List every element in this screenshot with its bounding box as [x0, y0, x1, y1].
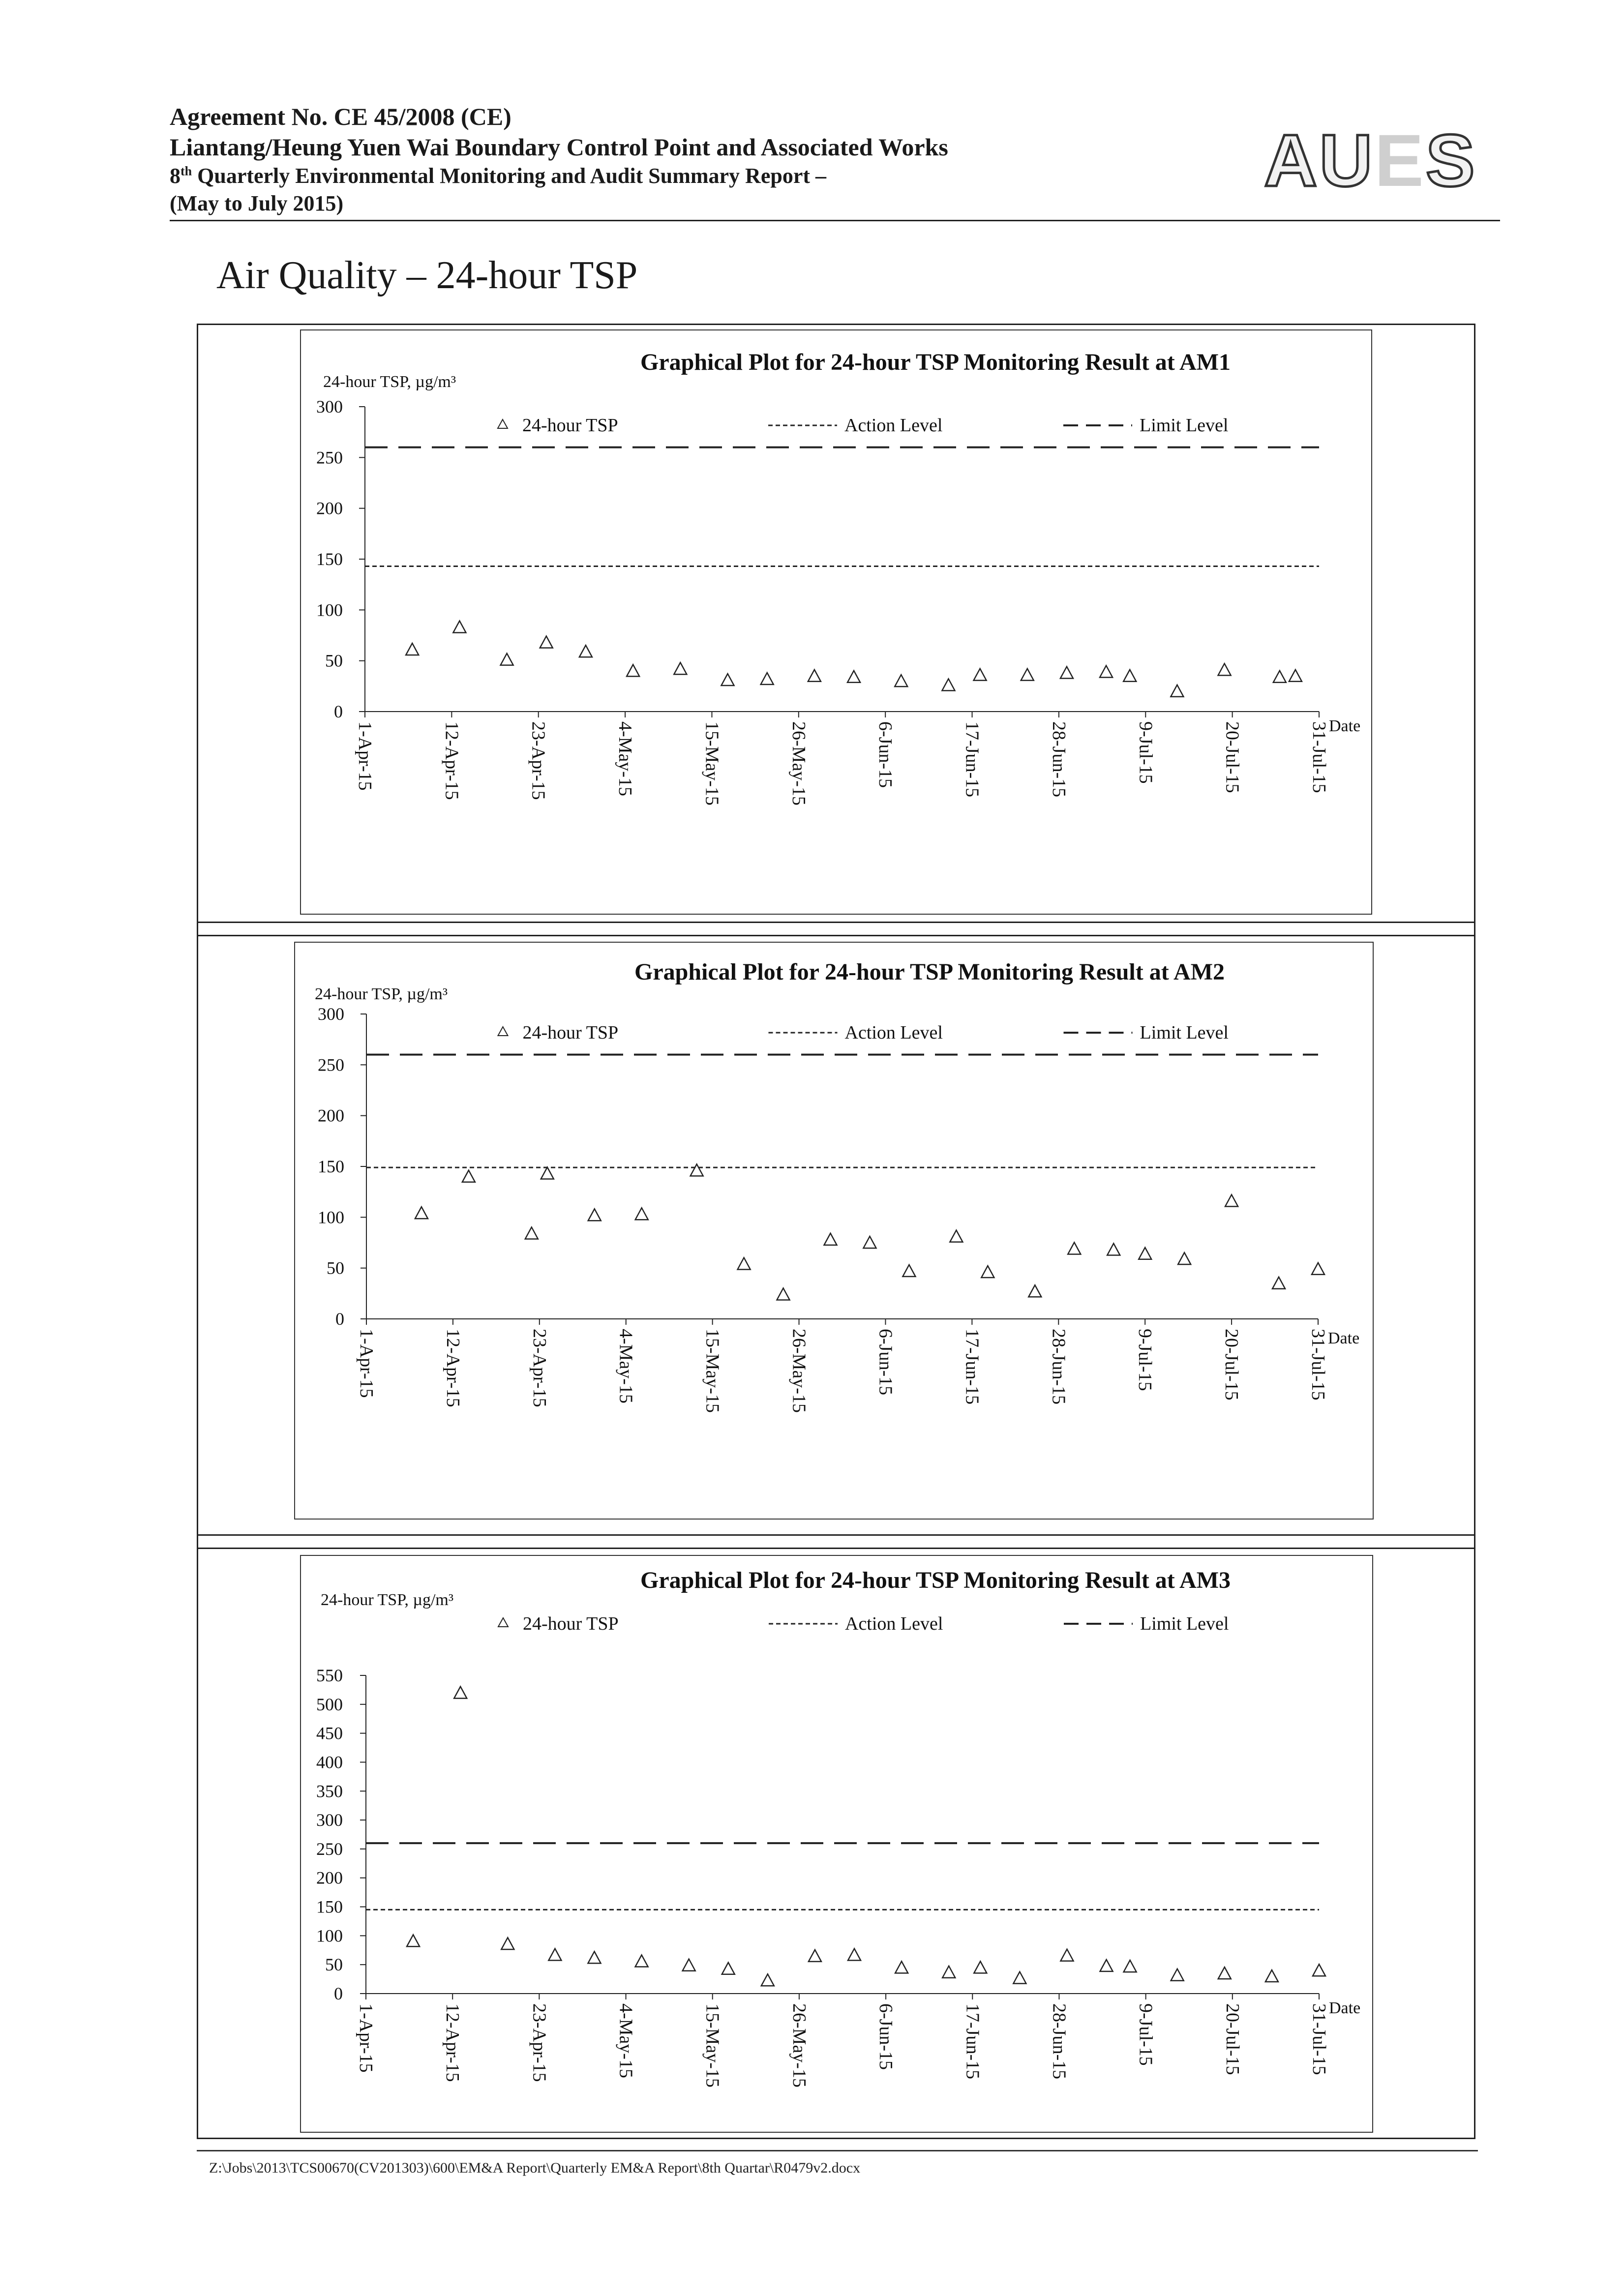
y-tick-label: 100: [316, 600, 343, 620]
x-tick-label: 17-Jun-15: [962, 721, 983, 798]
y-tick-label: 0: [335, 1309, 344, 1329]
data-point: [950, 1230, 962, 1242]
data-point: [691, 1164, 703, 1176]
data-point: [1060, 667, 1073, 679]
data-point: [454, 1687, 467, 1699]
x-tick-label: 9-Jul-15: [1135, 1329, 1156, 1391]
data-point: [974, 669, 987, 681]
x-tick-label: 6-Jun-15: [875, 2003, 897, 2070]
data-point: [588, 1951, 601, 1963]
y-tick-label: 100: [318, 1207, 344, 1227]
data-point: [1218, 663, 1231, 675]
logo-text-e: E: [1374, 119, 1426, 202]
legend-label: Limit Level: [1140, 415, 1229, 436]
report-ordinal-suffix: th: [180, 164, 192, 179]
report-period: (May to July 2015): [170, 191, 344, 215]
data-point: [1139, 1248, 1151, 1259]
data-point: [1107, 1244, 1120, 1255]
legend-label: 24-hour TSP: [522, 1022, 619, 1043]
legend-label: 24-hour TSP: [523, 1613, 619, 1634]
data-point: [1265, 1970, 1278, 1982]
data-point: [406, 643, 419, 655]
data-point: [1123, 670, 1136, 682]
data-point: [1171, 1969, 1184, 1981]
data-point: [809, 1950, 821, 1962]
data-point: [548, 1949, 561, 1961]
chart-title: Graphical Plot for 24-hour TSP Monitoring Result at AM3: [640, 1567, 1231, 1593]
data-point: [738, 1257, 751, 1269]
y-tick-label: 150: [316, 1897, 343, 1917]
legend-label: Limit Level: [1140, 1022, 1229, 1043]
x-axis-label: Date: [1329, 1999, 1361, 2017]
data-point: [1028, 1285, 1041, 1297]
data-point: [683, 1959, 695, 1971]
x-tick-label: 9-Jul-15: [1135, 721, 1156, 784]
data-point: [1100, 1960, 1113, 1971]
legend-label: Action Level: [844, 415, 943, 436]
data-point: [1289, 670, 1302, 682]
footer-divider: [197, 2150, 1478, 2151]
data-point: [722, 1963, 735, 1974]
x-tick-label: 17-Jun-15: [962, 1329, 983, 1405]
y-tick-label: 200: [318, 1105, 344, 1126]
data-point: [540, 636, 553, 648]
data-point: [453, 621, 466, 633]
data-point: [895, 675, 907, 686]
data-point: [1218, 1967, 1231, 1979]
data-point: [761, 673, 774, 685]
legend-marker-triangle: [498, 1618, 508, 1627]
data-point: [1100, 665, 1113, 677]
logo-text-s: S: [1425, 119, 1477, 202]
x-tick-label: 23-Apr-15: [529, 1329, 550, 1407]
legend-label: Action Level: [845, 1613, 943, 1634]
x-tick-label: 1-Apr-15: [356, 1329, 377, 1398]
x-tick-label: 23-Apr-15: [529, 2003, 550, 2082]
data-point: [1178, 1252, 1191, 1264]
x-tick-label: 20-Jul-15: [1221, 1329, 1242, 1401]
data-point: [635, 1208, 648, 1220]
footer-file-path: Z:\Jobs\2013\TCS00670(CV201303)\600\EM&A Report\Quarterly EM&A Report\8th Quartar\R0479v2.docx: [209, 2160, 861, 2176]
y-tick-label: 200: [316, 1868, 343, 1888]
chart-title: Graphical Plot for 24-hour TSP Monitoring Result at AM2: [634, 959, 1225, 985]
y-tick-label: 150: [318, 1157, 344, 1176]
y-tick-label: 100: [316, 1926, 343, 1946]
data-point: [1068, 1242, 1081, 1254]
x-tick-label: 17-Jun-15: [962, 2003, 983, 2080]
x-tick-label: 1-Apr-15: [355, 721, 375, 791]
x-tick-label: 9-Jul-15: [1135, 2003, 1156, 2066]
data-point: [863, 1236, 876, 1248]
y-tick-label: 150: [316, 549, 343, 569]
table-row-separator: [197, 1534, 1475, 1549]
x-tick-label: 26-May-15: [788, 1329, 810, 1413]
aues-logo: [1264, 118, 1477, 203]
data-point: [761, 1974, 774, 1986]
chart-am3: [301, 1556, 1374, 2134]
data-point: [824, 1233, 837, 1245]
data-point: [848, 1949, 861, 1961]
chart-frame-am3: [300, 1555, 1373, 2133]
x-tick-label: 20-Jul-15: [1222, 721, 1243, 793]
legend-label: Action Level: [844, 1022, 943, 1043]
report-title-rest: Quarterly Environmental Monitoring and Audit Summary Report –: [192, 164, 827, 188]
x-tick-label: 31-Jul-15: [1308, 1329, 1328, 1401]
data-point: [808, 670, 821, 682]
y-tick-label: 50: [325, 1955, 343, 1975]
data-point: [1273, 671, 1286, 683]
x-tick-label: 15-May-15: [702, 2003, 723, 2087]
data-point: [525, 1227, 538, 1239]
data-point: [1060, 1949, 1073, 1961]
data-point: [981, 1266, 994, 1278]
data-point: [1124, 1960, 1137, 1972]
y-tick-label: 300: [316, 1810, 343, 1830]
x-tick-label: 12-Apr-15: [442, 2003, 463, 2082]
x-tick-label: 26-May-15: [788, 721, 809, 805]
x-tick-label: 15-May-15: [701, 721, 722, 805]
y-axis-label: 24-hour TSP, µg/m³: [315, 985, 448, 1003]
x-tick-label: 12-Apr-15: [442, 1329, 463, 1407]
y-tick-label: 200: [316, 498, 343, 518]
chart-am2: [295, 943, 1375, 1521]
y-tick-label: 0: [334, 702, 343, 721]
data-point: [777, 1288, 790, 1300]
x-tick-label: 31-Jul-15: [1309, 2003, 1329, 2075]
y-tick-label: 500: [316, 1694, 343, 1714]
data-point: [415, 1207, 428, 1219]
legend-marker-triangle: [498, 419, 508, 428]
data-point: [588, 1209, 601, 1221]
project-title: Liantang/Heung Yuen Wai Boundary Control Point and Associated Works: [170, 133, 948, 161]
x-tick-label: 6-Jun-15: [875, 1329, 896, 1396]
data-point: [942, 679, 955, 690]
y-tick-label: 50: [325, 651, 343, 671]
x-tick-label: 4-May-15: [615, 1329, 636, 1403]
x-tick-label: 20-Jul-15: [1222, 2003, 1243, 2075]
data-point: [1225, 1194, 1238, 1206]
report-ordinal: 8: [170, 164, 180, 188]
logo-text-au: AU: [1264, 119, 1375, 202]
legend-marker-triangle: [498, 1027, 508, 1036]
chart-frame-am2: [294, 942, 1374, 1520]
data-point: [1021, 669, 1034, 681]
data-point: [974, 1961, 987, 1973]
x-tick-label: 28-Jun-15: [1048, 1329, 1069, 1405]
y-tick-label: 250: [316, 447, 343, 468]
y-tick-label: 350: [316, 1781, 343, 1801]
data-point: [501, 1938, 514, 1949]
data-point: [579, 645, 592, 657]
x-axis-label: Date: [1328, 1329, 1360, 1347]
data-point: [462, 1170, 475, 1182]
data-point: [541, 1167, 554, 1179]
y-tick-label: 250: [318, 1055, 344, 1075]
chart-frame-am1: [300, 329, 1372, 915]
data-point: [1013, 1972, 1026, 1984]
x-tick-label: 4-May-15: [615, 721, 636, 796]
legend-label: Limit Level: [1140, 1613, 1229, 1634]
data-point: [674, 662, 687, 674]
data-point: [722, 674, 734, 686]
y-tick-label: 550: [316, 1666, 343, 1685]
data-point: [501, 654, 513, 665]
data-point: [847, 671, 860, 683]
y-tick-label: 300: [316, 397, 343, 417]
legend-label: 24-hour TSP: [522, 415, 618, 436]
report-title: [170, 163, 826, 188]
section-title: Air Quality – 24-hour TSP: [216, 254, 638, 297]
data-point: [1272, 1277, 1285, 1289]
x-tick-label: 4-May-15: [615, 2003, 636, 2078]
data-point: [942, 1966, 955, 1978]
y-tick-label: 0: [334, 1984, 343, 2003]
chart-am1: [301, 330, 1373, 916]
y-tick-label: 300: [318, 1004, 344, 1024]
data-point: [635, 1955, 648, 1967]
x-tick-label: 31-Jul-15: [1309, 721, 1329, 793]
data-point: [627, 664, 639, 676]
y-tick-label: 50: [327, 1258, 344, 1278]
x-axis-label: Date: [1329, 717, 1361, 735]
x-tick-label: 28-Jun-15: [1049, 2003, 1070, 2080]
data-point: [407, 1935, 420, 1946]
table-row-separator: [197, 922, 1475, 936]
x-tick-label: 12-Apr-15: [441, 721, 462, 800]
x-tick-label: 6-Jun-15: [875, 721, 896, 788]
data-point: [1312, 1263, 1324, 1275]
y-tick-label: 400: [316, 1752, 343, 1772]
agreement-number: Agreement No. CE 45/2008 (CE): [170, 103, 511, 130]
x-tick-label: 26-May-15: [788, 2003, 810, 2087]
y-axis-label: 24-hour TSP, µg/m³: [323, 373, 456, 391]
data-point: [1313, 1964, 1325, 1976]
header-divider: [170, 220, 1500, 221]
x-tick-label: 28-Jun-15: [1048, 721, 1069, 798]
x-tick-label: 15-May-15: [702, 1329, 723, 1413]
y-tick-label: 250: [316, 1839, 343, 1859]
data-point: [895, 1961, 908, 1973]
y-axis-label: 24-hour TSP, µg/m³: [321, 1591, 454, 1609]
data-point: [902, 1265, 915, 1277]
chart-title: Graphical Plot for 24-hour TSP Monitoring Result at AM1: [640, 349, 1231, 375]
y-tick-label: 450: [316, 1723, 343, 1743]
data-point: [1171, 685, 1183, 697]
x-tick-label: 23-Apr-15: [528, 721, 549, 800]
x-tick-label: 1-Apr-15: [356, 2003, 376, 2073]
